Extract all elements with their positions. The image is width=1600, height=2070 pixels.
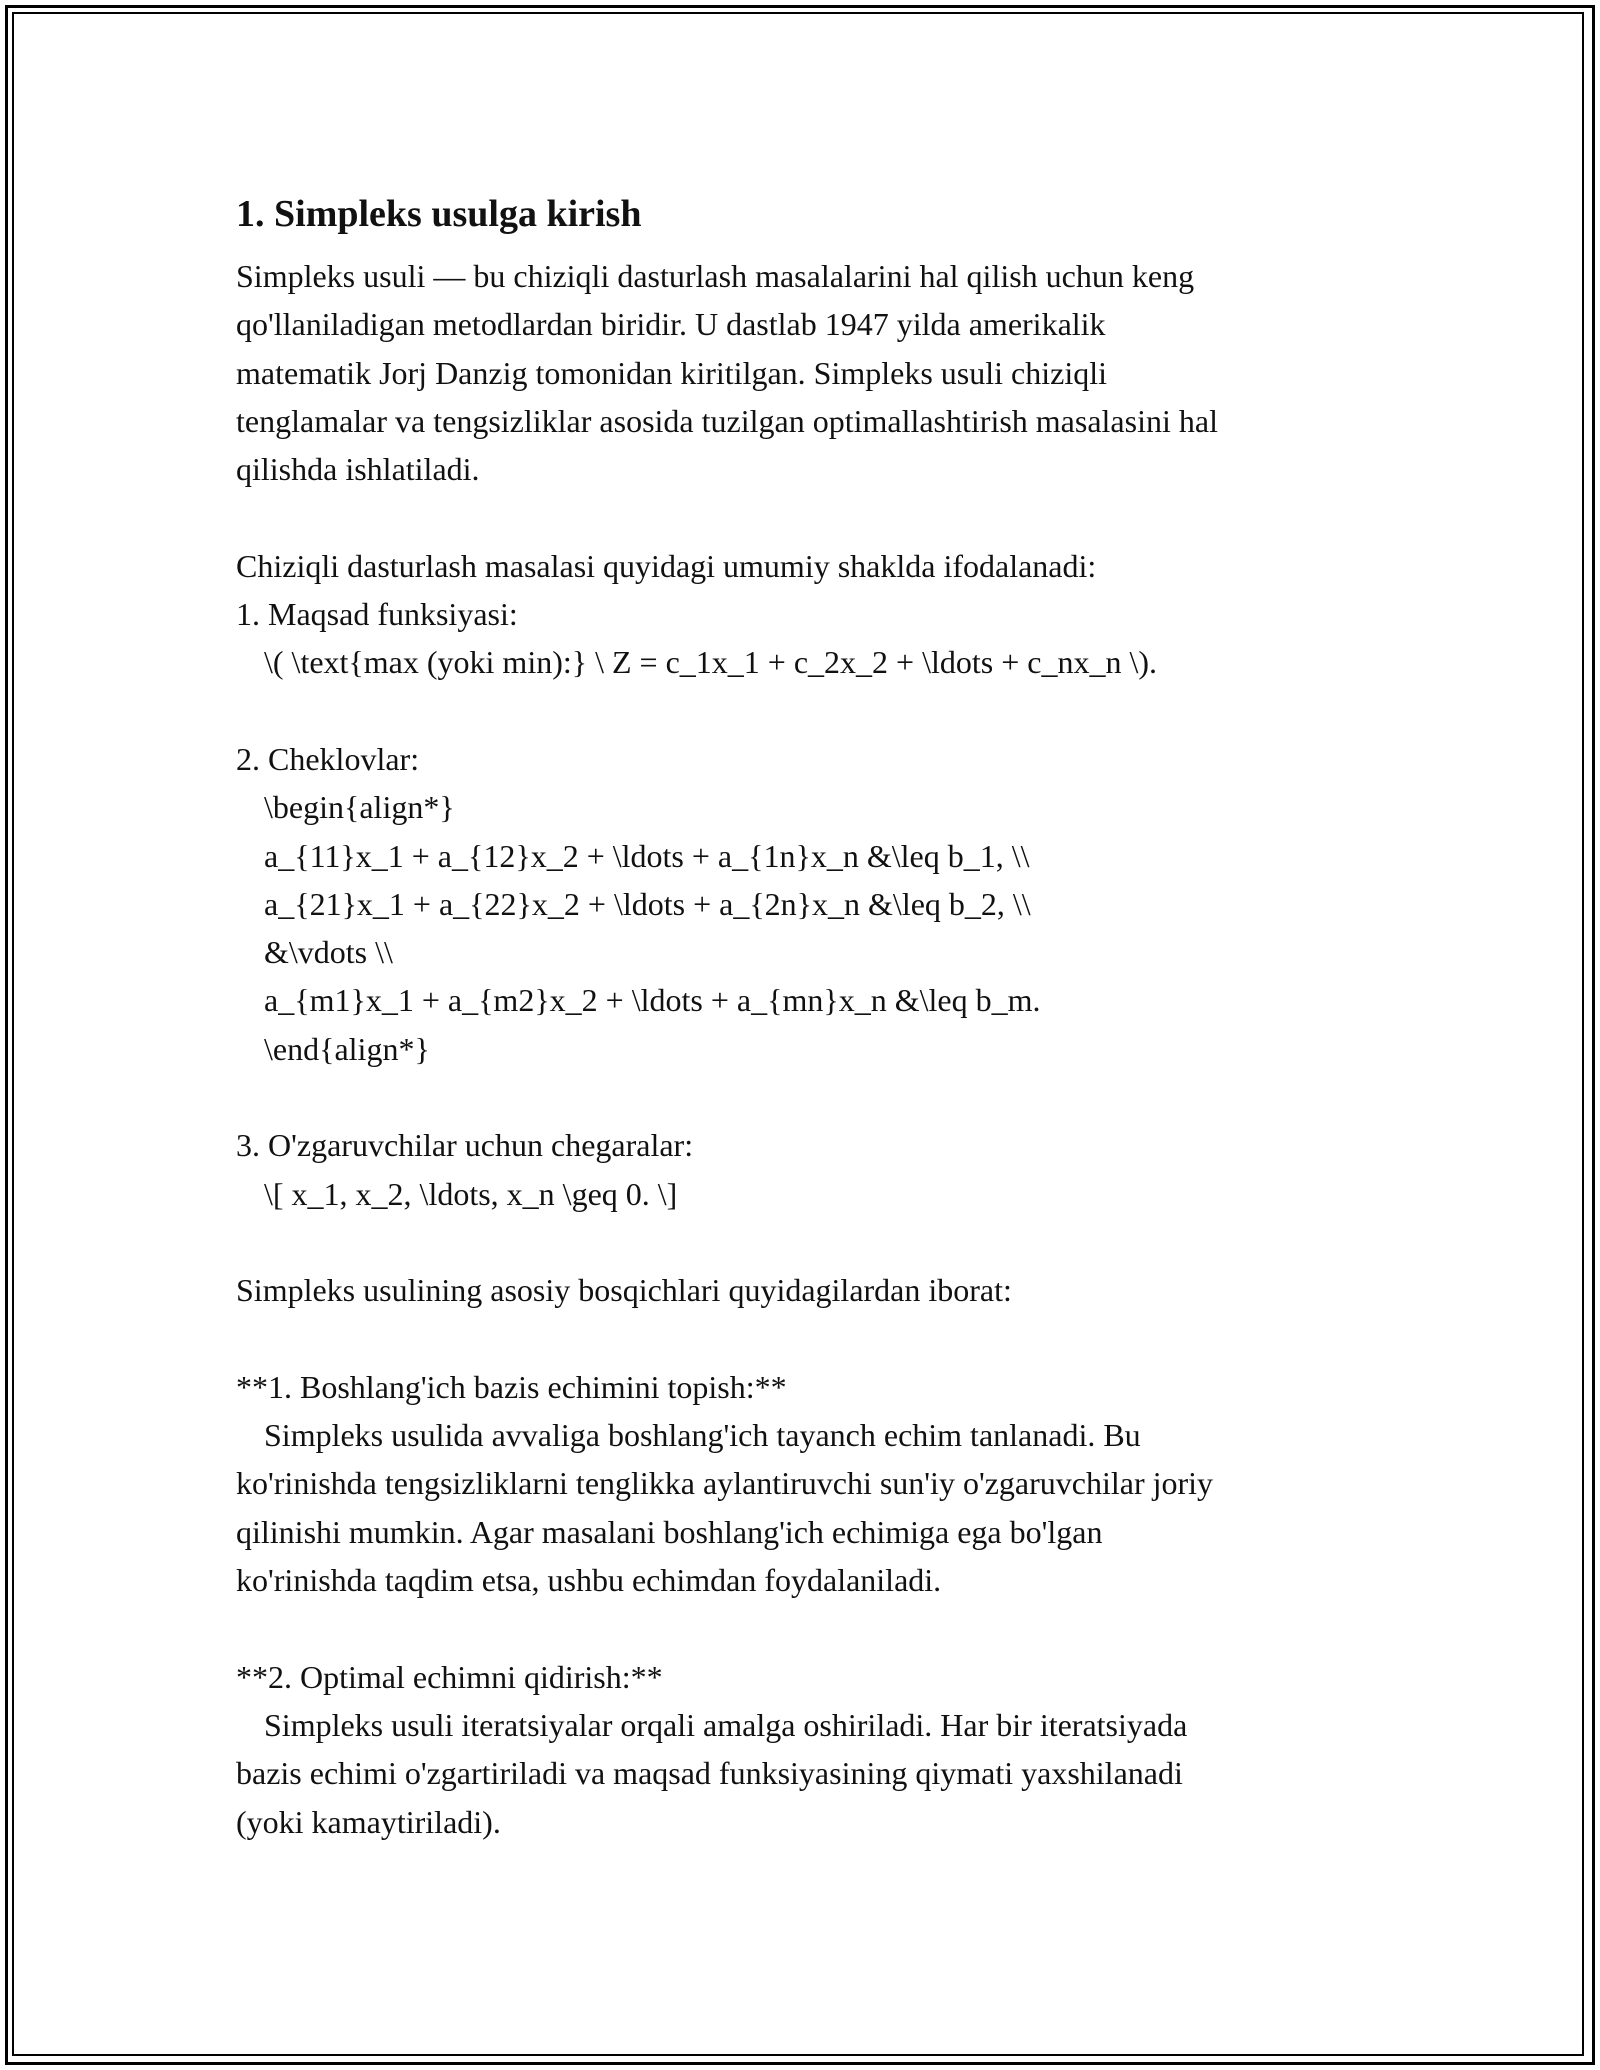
constraint-line: a_{21}x_1 + a_{22}x_2 + \ldots + a_{2n}x_n &\leq b_2, \\ (264, 885, 1031, 922)
step1-heading: **1. Boshlang'ich bazis echimini topish:** (236, 1368, 787, 1405)
intro-line: Simpleks usuli — bu chiziqli dasturlash masalalarini hal qilish uchun keng (236, 258, 1195, 294)
document-body (236, 186, 1396, 1846)
step1-line: qilinishi mumkin. Agar masalani boshlang'ich echimiga ega bo'lgan (236, 1513, 1103, 1550)
intro-line: qo'llaniladigan metodlardan biridir. U dastlab 1947 yilda amerikalik (236, 306, 1106, 343)
steps-intro: Simpleks usulining asosiy bosqichlari quyidagilardan iborat: (236, 1272, 1012, 1309)
step1-line: ko'rinishda taqdim etsa, ushbu echimdan foydalaniladi. (236, 1562, 942, 1599)
objective-formula: \( \text{max (yoki min):} \ Z = c_1x_1 + c_2x_2 + \ldots + c_nx_n \). (264, 644, 1158, 681)
constraint-line: a_{11}x_1 + a_{12}x_2 + \ldots + a_{1n}x_n &\leq b_1, \\ (264, 837, 1030, 874)
bounds-heading: 3. O'zgaruvchilar uchun chegaralar: (236, 1127, 694, 1164)
step1-line: ko'rinishda tengsizliklarni tenglikka aylantiruvchi sun'iy o'zgaruvchilar joriy (236, 1465, 1214, 1502)
spacer (236, 1073, 1396, 1121)
constraints-heading: 2. Cheklovlar: (236, 740, 420, 777)
constraint-line: a_{m1}x_1 + a_{m2}x_2 + \ldots + a_{mn}x_n &\leq b_m. (264, 982, 1041, 1019)
spacer (236, 1604, 1396, 1652)
spacer (236, 493, 1396, 541)
step2-line: (yoki kamaytiriladi). (236, 1803, 501, 1840)
intro-line: tenglamalar va tengsizliklar asosida tuzilgan optimallashtirish masalasini hal (236, 402, 1218, 439)
constraint-line: \begin{align*} (264, 789, 455, 826)
step2-line: Simpleks usuli iteratsiyalar orqali amalga oshiriladi. Har bir iteratsiyada (264, 1706, 1188, 1743)
constraint-line: &\vdots \\ (264, 934, 393, 971)
step2-line: bazis echimi o'zgartiriladi va maqsad funksiyasining qiymati yaxshilanadi (236, 1755, 1183, 1792)
spacer (236, 1315, 1396, 1363)
constraint-line: \end{align*} (264, 1030, 430, 1067)
step2-heading: **2. Optimal echimni qidirish:** (236, 1658, 663, 1695)
section-title: 1. Simpleks usulga kirish (236, 193, 642, 235)
intro-line: matematik Jorj Danzig tomonidan kiritilgan. Simpleks usuli chiziqli (236, 354, 1107, 391)
intro-line: qilishda ishlatiladi. (236, 451, 480, 488)
bounds-formula: \[ x_1, x_2, \ldots, x_n \geq 0. \] (264, 1175, 678, 1212)
step1-line: Simpleks usulida avvaliga boshlang'ich tayanch echim tanlanadi. Bu (264, 1417, 1141, 1454)
general-form-intro: Chiziqli dasturlash masalasi quyidagi umumiy shaklda ifodalanadi: (236, 547, 1097, 584)
objective-heading: 1. Maqsad funksiyasi: (236, 596, 518, 633)
spacer (236, 1218, 1396, 1266)
spacer (236, 687, 1396, 735)
